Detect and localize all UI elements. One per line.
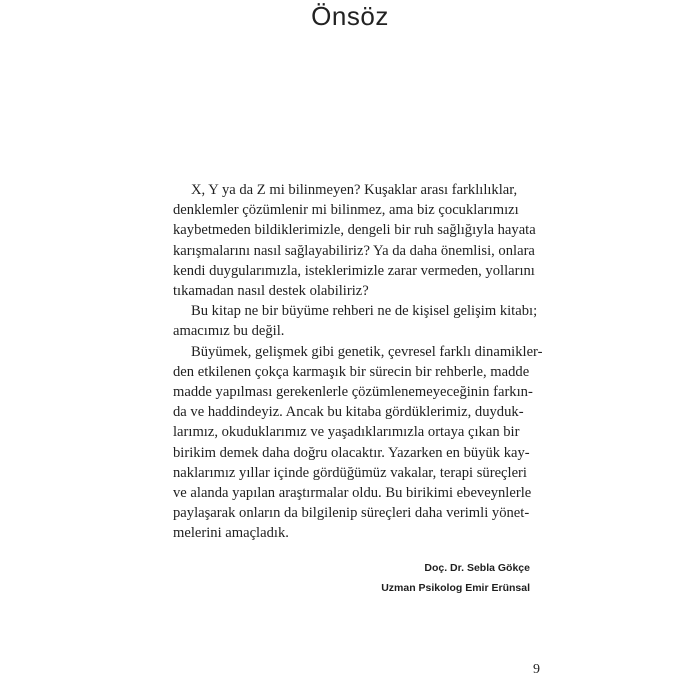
text-line: karışmalarını nasıl sağlayabiliriz? Ya da daha önemlisi, onlara — [173, 242, 535, 259]
page-number: 9 — [533, 662, 540, 677]
signature-author-1: Doç. Dr. Sebla Gökçe — [424, 562, 530, 574]
page-title: Önsöz — [311, 1, 389, 31]
text-line: amacımız bu değil. — [173, 323, 285, 340]
text-line: ve alanda yapılan araştırmalar oldu. Bu birikimi ebeveynlerle — [173, 485, 532, 502]
text-line: melerini amaçladık. — [173, 525, 289, 542]
text-line: den etkilenen çokça karmaşık bir sürecin bir rehberle, madde — [173, 363, 530, 380]
text-line: kendi duygularımızla, isteklerimizle zarar vermeden, yollarını — [173, 262, 535, 279]
text-line: tıkamadan nasıl destek olabiliriz? — [173, 283, 369, 300]
text-line: X, Y ya da Z mi bilinmeyen? Kuşaklar arası farklılıklar, — [191, 182, 518, 198]
text-line: paylaşarak onların da bilgilenip süreçleri daha verimli yönet- — [173, 505, 530, 522]
text-line: naklarımız yıllar içinde gördüğümüz vakalar, terapi süreçleri — [173, 464, 527, 481]
signature-author-2: Uzman Psikolog Emir Erünsal — [381, 582, 530, 594]
paragraph-3 — [173, 342, 543, 544]
text-line: denklemler çözümlenir mi bilinmez, ama biz çocuklarımızı — [173, 202, 519, 219]
text-line: Büyümek, gelişmek gibi genetik, çevresel farklı dinamikler- — [191, 343, 543, 360]
text-line: madde yapılması gerekenlerle çözümlenemeyeceğinin farkın- — [173, 384, 533, 401]
text-line: larımız, okuduklarımız ve yaşadıklarımızla ortaya çıkan bir — [173, 424, 520, 441]
text-line: kaybetmeden bildiklerimizle, dengeli bir ruh sağlığıyla hayata — [173, 222, 536, 239]
paragraph-1 — [173, 180, 536, 301]
text-line: birikim demek daha doğru olacaktır. Yazarken en büyük kay- — [173, 444, 530, 461]
text-line: da ve haddindeyiz. Ancak bu kitaba gördüklerimiz, duyduk- — [173, 404, 524, 421]
preface-body — [173, 180, 543, 544]
text-line: Bu kitap ne bir büyüme rehberi ne de kişisel gelişim kitabı; — [191, 303, 538, 320]
paragraph-2 — [173, 301, 538, 341]
